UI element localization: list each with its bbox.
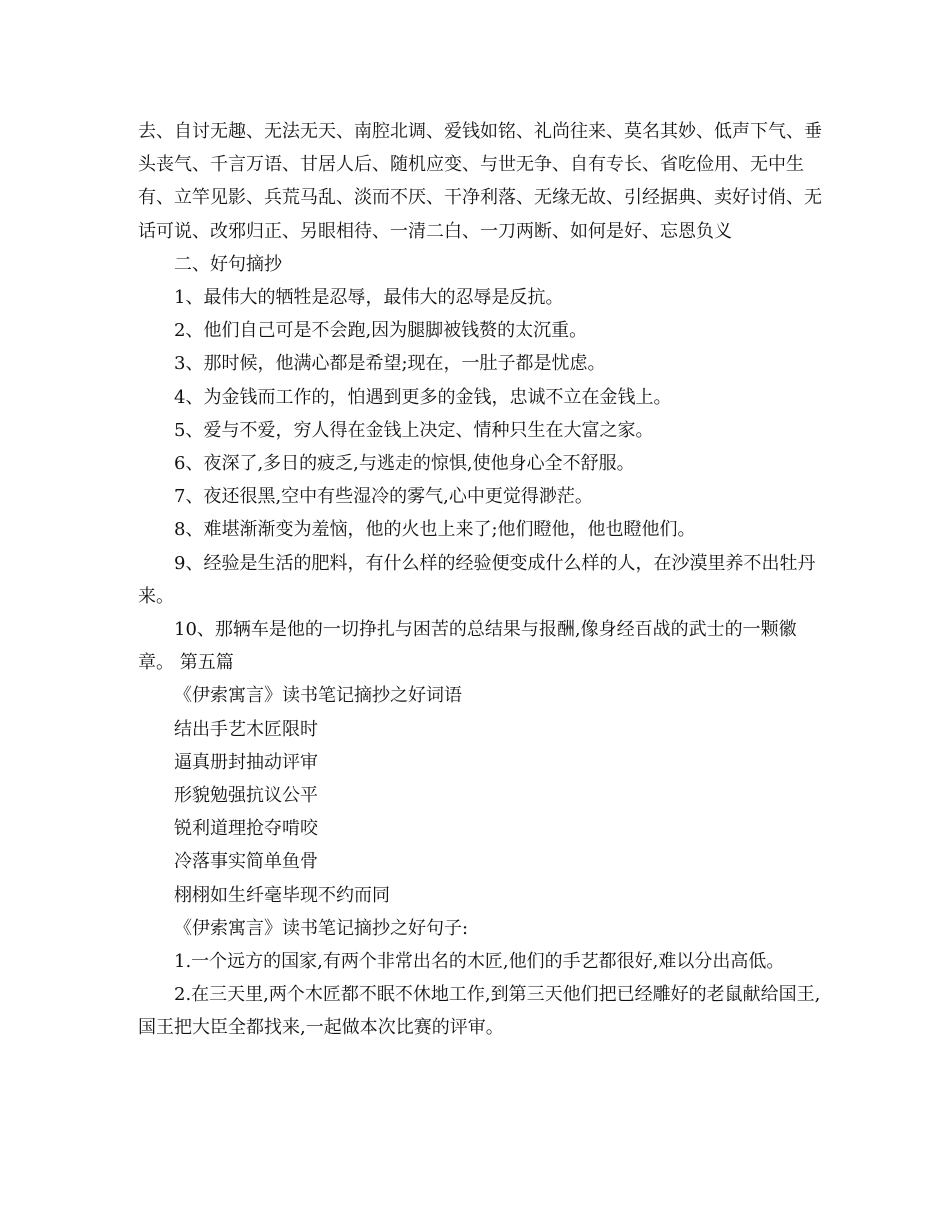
good-sentence-1: 1、最伟大的牺牲是忍辱，最伟大的忍辱是反抗。 [174, 287, 564, 309]
document-body [138, 115, 828, 1045]
aesop-word-line-2: 逼真册封抽动评审 [174, 751, 318, 773]
good-sentence-10: 10、那辆车是他的一切挣扎与困苦的总结果与报酬,像身经百战的武士的一颗徽章。 第五篇 [138, 619, 797, 674]
aesop-word-line-4: 锐利道理抢夺啃咬 [174, 818, 318, 840]
aesop-word-line-1: 结出手艺木匠限时 [174, 718, 318, 740]
good-sentence-2: 2、他们自己可是不会跑,因为腿脚被钱赘的太沉重。 [174, 320, 588, 342]
idiom-list-paragraph: 去、自讨无趣、无法无天、南腔北调、爱钱如铭、礼尚往来、莫名其妙、低声下气、垂头丧气、千言万语、甘居人后、随机应变、与世无争、自有专长、省吃俭用、无中生有、立竿见影、兵荒马乱、淡而不厌、干净利落、无缘无故、引经据典、卖好讨俏、无话可说、改邪归正、另眼相待、一清二白、一刀两断、如何是好、忘恩负义 [138, 121, 822, 242]
good-sentence-5: 5、爱与不爱，穷人得在金钱上决定、情种只生在大富之家。 [174, 419, 654, 441]
aesop-sentence-2: 2.在三天里,两个木匠都不眠不休地工作,到第三天他们把已经雕好的老鼠献给国王,国王把大臣全都找来,一起做本次比赛的评审。 [138, 984, 821, 1039]
aesop-sentence-1: 1.一个远方的国家,有两个非常出名的木匠,他们的手艺都很好,难以分出高低。 [174, 951, 785, 973]
aesop-word-line-3: 形貌勉强抗议公平 [174, 785, 318, 807]
aesop-word-line-5: 冷落事实简单鱼骨 [174, 851, 318, 873]
good-sentence-4: 4、为金钱而工作的，怕遇到更多的金钱，忠诚不立在金钱上。 [174, 386, 672, 408]
good-sentence-8: 8、难堪渐渐变为羞恼，他的火也上来了;他们瞪他，他也瞪他们。 [174, 519, 696, 541]
aesop-words-heading: 《伊索寓言》读书笔记摘抄之好词语 [174, 685, 462, 707]
good-sentence-6: 6、夜深了,多日的疲乏,与逃走的惊惧,使他身心全不舒服。 [174, 453, 635, 475]
good-sentence-9: 9、经验是生活的肥料，有什么样的经验便变成什么样的人，在沙漠里养不出牡丹来。 [138, 552, 816, 607]
aesop-sentences-heading: 《伊索寓言》读书笔记摘抄之好句子: [174, 917, 469, 939]
section-heading: 二、好句摘抄 [174, 253, 282, 275]
good-sentence-7: 7、夜还很黑,空中有些湿冷的雾气,心中更觉得渺茫。 [174, 486, 593, 508]
aesop-word-line-6: 栩栩如生纤毫毕现不约而同 [174, 884, 390, 906]
good-sentence-3: 3、那时候，他满心都是希望;现在，一肚子都是忧虑。 [174, 353, 606, 375]
